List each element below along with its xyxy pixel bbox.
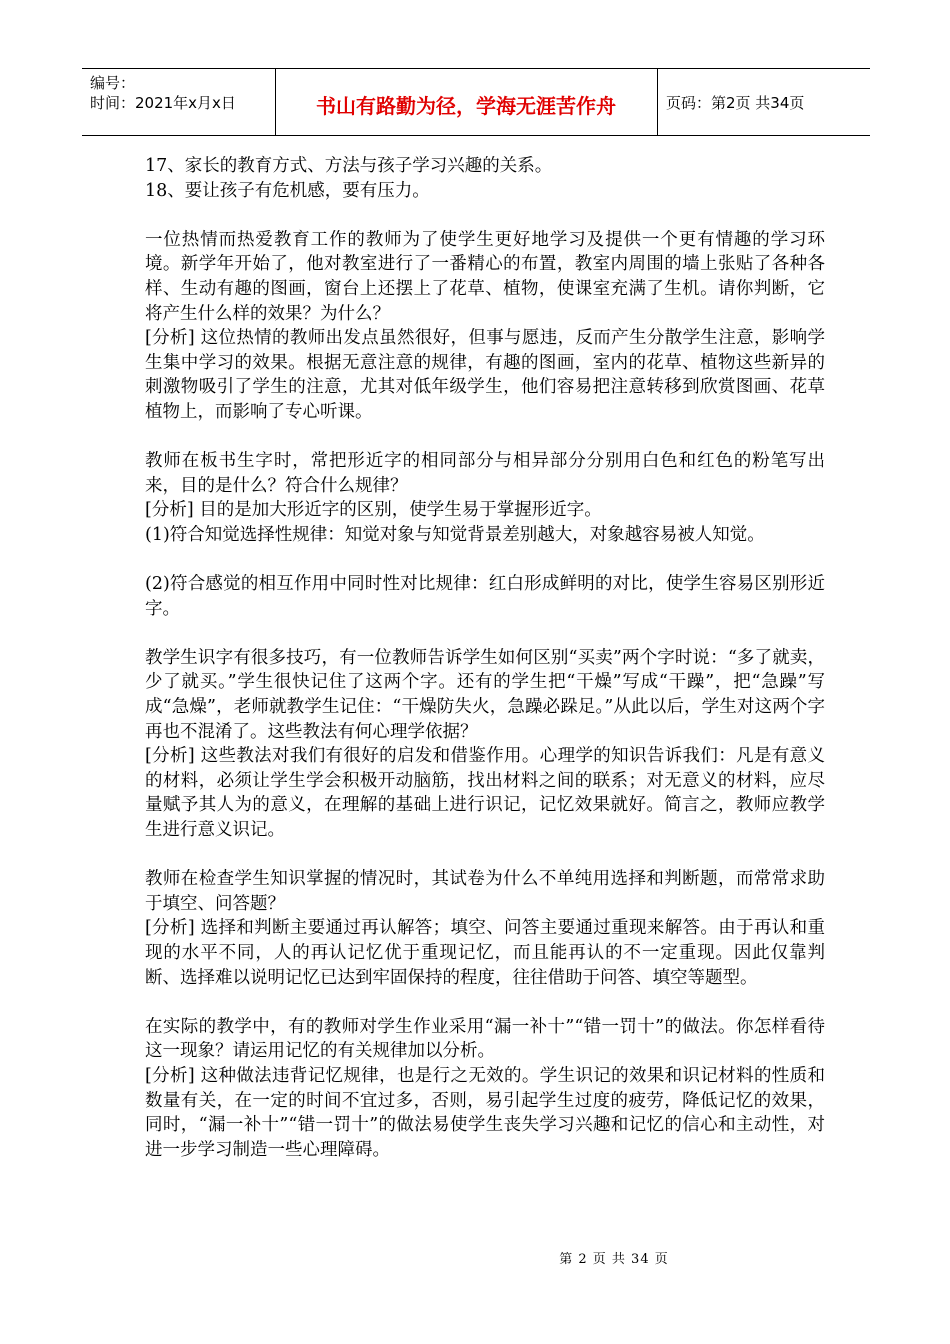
question-paragraph: 一位热情而热爱教育工作的教师为了使学生更好地学习及提供一个更有情趣的学习环境。新学年开始了，他对教室进行了一番精心的布置，教室内周围的墙上张贴了各种各样、生动有趣的图画，窗台上还摆上了花草、植物，使课室充满了生机。请你判断，它将产生什么样的效果？为什么？ bbox=[145, 229, 825, 324]
paragraph: (2)符合感觉的相互作用中同时性对比规律：红白形成鲜明的对比，使学生容易区别形近字。 bbox=[145, 574, 825, 619]
paragraph: 17、家长的教育方式、方法与孩子学习兴趣的关系。 bbox=[145, 156, 553, 176]
header-motto: 书山有路勤为径，学海无涯苦作舟 bbox=[316, 94, 616, 118]
question-paragraph: 教学生识字有很多技巧，有一位教师告诉学生如何区别“买卖”两个字时说：“多了就卖，少了就买。”学生很快记住了这两个字。还有的学生把“干燥”写成“干躁”，把“急躁”写成“急燥”，老师就教学生记住：“干燥防失火，急躁必跺足。”从此以后，学生对这两个字再也不混淆了。这些教法有何心理学依据？ bbox=[145, 647, 825, 742]
analysis-paragraph: [分析] 选择和判断主要通过再认解答；填空、问答主要通过重现来解答。由于再认和重现的水平不同，人的再认记忆优于重现记忆，而且能再认的不一定重现。因此仅靠判断、选择难以说明记忆已达到牢固保持的程度，往往借助于问答、填空等题型。 bbox=[145, 918, 825, 988]
page-footer: 第 2 页 共 34 页 bbox=[559, 1252, 669, 1267]
question-paragraph: 教师在检查学生知识掌握的情况时，其试卷为什么不单纯用选择和判断题，而常常求助于填空、问答题？ bbox=[145, 869, 825, 914]
header-page-info: 页码：第2页 共34页 bbox=[666, 94, 805, 112]
header-top-rule bbox=[82, 68, 870, 69]
question-paragraph: 教师在板书生字时，常把形近字的相同部分与相异部分分别用白色和红色的粉笔写出来，目的是什么？符合什么规律？ bbox=[145, 451, 825, 496]
doc-number-label: 编号： bbox=[90, 74, 136, 92]
paragraph: 18、要让孩子有危机感，要有压力。 bbox=[145, 180, 430, 201]
analysis-paragraph: [分析] 目的是加大形近字的区别，使学生易于掌握形近字。 bbox=[145, 500, 602, 521]
question-paragraph: 在实际的教学中，有的教师对学生作业采用“漏一补十”“错一罚十”的做法。你怎样看待这一现象？请运用记忆的有关规律加以分析。 bbox=[145, 1016, 825, 1062]
paragraph: (1)符合知觉选择性规律：知觉对象与知觉背景差别越大，对象越容易被人知觉。 bbox=[145, 524, 765, 545]
header-divider bbox=[657, 68, 658, 136]
time-label: 时间：2021年x月x日 bbox=[90, 94, 236, 112]
header-bottom-rule bbox=[82, 135, 870, 136]
analysis-paragraph: [分析] 这些教法对我们有很好的启发和借鉴作用。心理学的知识告诉我们：凡是有意义的材料，必须让学生学会积极开动脑筋，找出材料之间的联系；对无意义的材料，应尽量赋予其人为的意义，在理解的基础上进行识记，记忆效果就好。简言之，教师应教学生进行意义识记。 bbox=[145, 746, 825, 841]
analysis-paragraph: [分析] 这位热情的教师出发点虽然很好，但事与愿违，反而产生分散学生注意，影响学生集中学习的效果。根据无意注意的规律，有趣的图画，室内的花草、植物这些新异的刺激物吸引了学生的注意，尤其对低年级学生，他们容易把注意转移到欣赏图画、花草植物上，而影响了专心听课。 bbox=[145, 328, 825, 422]
analysis-paragraph: [分析] 这种做法违背记忆规律，也是行之无效的。学生识记的效果和识记材料的性质和数量有关，在一定的时间不宜过多，否则，易引起学生过度的疲劳，降低记忆的效果，同时，“漏一补十”“错一罚十”的做法易使学生丧失学习兴趣和记忆的信心和主动性，对进一步学习制造一些心理障碍。 bbox=[145, 1065, 825, 1160]
page-header bbox=[82, 68, 870, 136]
document-body bbox=[145, 154, 825, 1162]
